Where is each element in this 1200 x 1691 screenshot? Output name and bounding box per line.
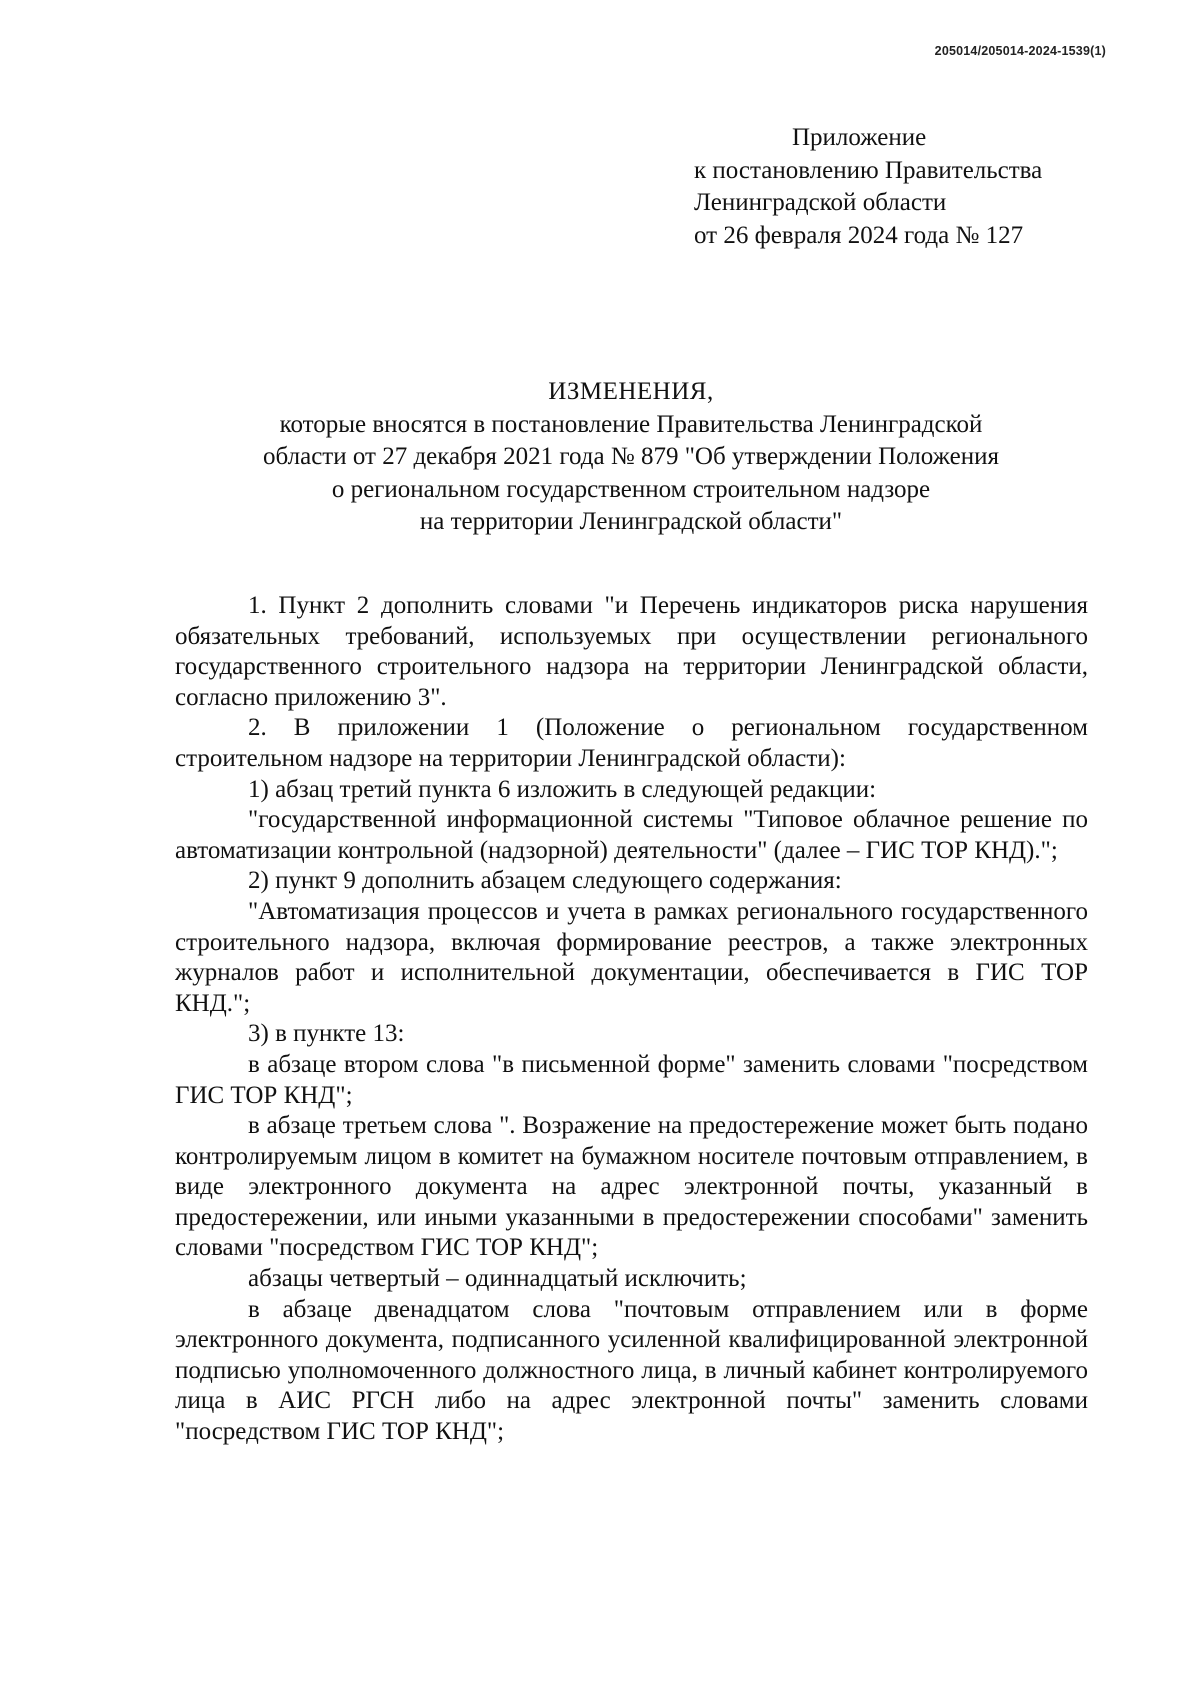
- paragraph-item-1: 1. Пункт 2 дополнить словами "и Перечень индикаторов риска нарушения обязательных требований, используемых при осуществлении регионального государственного строительного надзора на территории Ленинградской области, согласно приложению 3".: [175, 592, 1088, 711]
- document-title: ИЗМЕНЕНИЯ,: [548, 378, 714, 405]
- paragraph-subitem-1: 1) абзац третий пункта 6 изложить в следующей редакции:: [248, 775, 877, 803]
- appendix-line: Ленинградской области: [694, 189, 947, 216]
- paragraph-quote: "государственной информационной системы "Типовое облачное решение по автоматизации контрольной (надзорной) деятельности" (далее – ГИС ТОР КНД).";: [175, 806, 1088, 864]
- appendix-block: [694, 122, 1042, 252]
- paragraph-item-2: 2. В приложении 1 (Положение о региональном государственном строительном надзоре на территории Ленинградской области):: [175, 714, 1088, 772]
- paragraph-quote: "Автоматизация процессов и учета в рамках регионального государственного строительного надзора, включая формирование реестров, а также электронных журналов работ и исполнительной документации, обеспечивается в ГИС ТОР КНД.";: [175, 897, 1088, 1017]
- appendix-line: Приложение: [792, 124, 927, 151]
- paragraph-subitem-3: 3) в пункте 13:: [248, 1020, 405, 1048]
- paragraph-text: в абзаце третьем слова ". Возражение на предостережение может быть подано контролируемым лицом в комитет на бумажном носителе почтовым отправлением, в виде электронного документа на адрес электронной почты, указанный в предостережении, или иными указанными в предостережении способами" заменить словами "посредством ГИС ТОР КНД";: [175, 1112, 1088, 1262]
- paragraph-subitem-2: 2) пункт 9 дополнить абзацем следующего содержания:: [248, 867, 842, 895]
- heading-line: на территории Ленинградской области": [419, 508, 843, 535]
- paragraph-text: в абзаце двенадцатом слова "почтовым отправлением или в форме электронного документа, подписанного усиленной квалифицированной электронной подписью уполномоченного должностного лица, в личный кабинет контролируемого лица в АИС РГСН либо на адрес электронной почты" заменить словами "посредством ГИС ТОР КНД";: [175, 1295, 1088, 1446]
- appendix-line: к постановлению Правительства: [694, 156, 1043, 184]
- heading-line: которые вносятся в постановление Правительства Ленинградской: [279, 410, 983, 438]
- heading-line: о региональном государственном строительном надзоре: [331, 475, 931, 503]
- document-id: 205014/205014-2024-1539(1): [934, 44, 1106, 58]
- paragraph-text: в абзаце втором слова "в письменной форме" заменить словами "посредством ГИС ТОР КНД";: [175, 1050, 1088, 1109]
- heading-line: области от 27 декабря 2021 года № 879 "Об утверждении Положения: [263, 443, 999, 470]
- document-body: [175, 591, 1088, 1448]
- appendix-line: от 26 февраля 2024 года № 127: [694, 221, 1024, 249]
- document-heading: [176, 376, 1086, 539]
- paragraph-text: абзацы четвертый – одиннадцатый исключить;: [248, 1265, 747, 1293]
